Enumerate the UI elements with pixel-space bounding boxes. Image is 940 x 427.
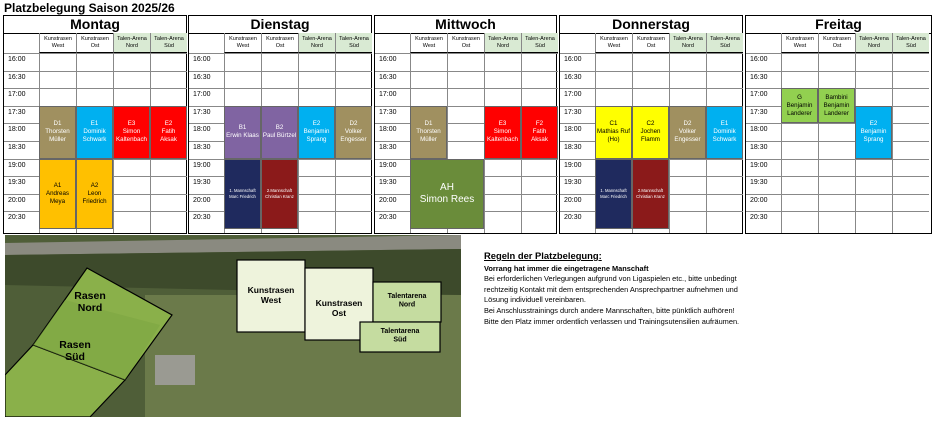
column-header: Talen-Arena Nord	[484, 33, 521, 53]
block-line: E3	[498, 120, 507, 128]
block-line: Christian Kranz	[265, 193, 294, 199]
block-line: Aksak	[160, 136, 177, 144]
day-name: Dienstag	[189, 16, 371, 34]
time-row: 18:30	[375, 141, 558, 159]
time-row: 20:00	[560, 194, 743, 212]
block-line: Volker	[678, 128, 697, 136]
block-line: Benjamin	[786, 101, 813, 109]
time-row: 16:00	[746, 53, 929, 71]
time-row: 16:30	[375, 71, 558, 89]
time-row: 17:30	[189, 106, 372, 124]
training-block[interactable]	[669, 106, 706, 159]
time-row: 17:00	[375, 88, 558, 106]
time-row: 17:30	[4, 106, 187, 124]
rules-title: Regeln der Platzbelegung:	[484, 250, 602, 261]
training-block[interactable]	[855, 106, 892, 159]
training-block[interactable]	[595, 106, 632, 159]
block-line: D2	[349, 120, 358, 128]
rules-line: rechtzeitig Kontakt mit dem entsprechenden Ansprechpartner aufnehmen und	[484, 284, 738, 294]
time-row: 16:30	[560, 71, 743, 89]
block-line: Jochen	[640, 128, 661, 136]
training-block[interactable]	[335, 106, 372, 159]
block-line: Dominik	[713, 128, 736, 136]
time-row: 20:00	[746, 194, 929, 212]
block-line: Müller	[49, 136, 66, 144]
block-line: Simon	[122, 128, 141, 136]
block-line: Benjamin	[860, 128, 887, 136]
block-line: C1	[609, 120, 618, 128]
time-row: 20:30	[375, 211, 558, 229]
block-line: D1	[53, 120, 62, 128]
training-block[interactable]	[113, 106, 150, 159]
block-line: Schwark	[82, 136, 107, 144]
time-row: 17:30	[560, 106, 743, 124]
column-header: Kunstrasen Ost	[261, 33, 298, 53]
rules-line: Bitte den Platz immer ordentlich verlassen und Trainingsutensilien aufräumen.	[484, 316, 740, 326]
time-row: 19:30	[4, 176, 187, 194]
block-line: Kaltenbach	[487, 136, 518, 144]
field-label: Rasen Nord	[74, 290, 106, 314]
block-line: Dominik	[83, 128, 106, 136]
time-row: 18:00	[4, 123, 187, 141]
block-line: Andreas	[45, 189, 70, 197]
day-donnerstag	[559, 15, 743, 234]
time-row: 19:00	[375, 159, 558, 177]
time-row: 18:00	[560, 123, 743, 141]
time-row: 17:00	[746, 88, 929, 106]
block-line: Bambini	[825, 93, 848, 101]
column-header: Kunstrasen West	[595, 33, 632, 53]
block-line: Landerer	[824, 109, 849, 117]
block-line: Müller	[420, 136, 437, 144]
block-line: Simon	[493, 128, 512, 136]
column-header: Talen-Arena Süd	[521, 33, 558, 53]
block-line: Thorsten	[45, 128, 70, 136]
field-label: Rasen Süd	[59, 339, 91, 363]
block-line: E1	[90, 120, 99, 128]
block-line: B2	[275, 124, 284, 132]
block-line: Christian Kranz	[636, 193, 665, 199]
time-row: 18:00	[189, 123, 372, 141]
training-block[interactable]	[595, 159, 632, 229]
time-row: 20:30	[189, 211, 372, 229]
time-row: 20:00	[375, 194, 558, 212]
block-line: Sprang	[306, 136, 327, 144]
block-line: 2.Mannschaft	[266, 188, 293, 194]
column-header: Kunstrasen West	[224, 33, 261, 53]
block-line: Aksak	[531, 136, 548, 144]
time-row: 19:30	[746, 176, 929, 194]
block-line: E2	[869, 120, 878, 128]
block-line: E2	[164, 120, 173, 128]
block-line: A1	[53, 181, 62, 189]
column-header: Kunstrasen West	[39, 33, 76, 53]
time-row: 17:00	[560, 88, 743, 106]
field-label: Kunstrasen Ost	[315, 298, 363, 318]
block-line: Simon Rees	[419, 193, 475, 205]
column-header: Talen-Arena Nord	[855, 33, 892, 53]
block-line: Leon	[87, 189, 102, 197]
day-name: Montag	[4, 16, 186, 34]
training-block[interactable]	[261, 159, 298, 229]
training-block[interactable]	[224, 106, 261, 159]
block-line: Mathias Ruf	[596, 128, 630, 136]
time-row: 19:30	[375, 176, 558, 194]
block-line: G	[797, 93, 802, 101]
time-row: 19:30	[189, 176, 372, 194]
time-row: 19:00	[189, 159, 372, 177]
column-header: Talen-Arena Nord	[113, 33, 150, 53]
field-label: Talentarena Nord	[387, 293, 427, 309]
day-freitag	[745, 15, 932, 234]
time-row: 19:30	[560, 176, 743, 194]
field-label: Talentarena Süd	[380, 328, 420, 344]
time-row: 18:30	[746, 141, 929, 159]
block-line: Meya	[49, 197, 66, 205]
training-block[interactable]	[410, 106, 447, 159]
block-line: Volker	[344, 128, 363, 136]
column-header: Talen-Arena Nord	[298, 33, 335, 53]
training-block[interactable]	[632, 106, 669, 159]
time-row: 16:00	[4, 53, 187, 71]
block-line: Fatih	[161, 128, 176, 136]
block-line: B1	[238, 124, 247, 132]
training-block[interactable]	[76, 159, 113, 229]
block-line: Benjamin	[303, 128, 330, 136]
time-row: 19:00	[746, 159, 929, 177]
training-block[interactable]	[39, 106, 76, 159]
block-line: (Ho)	[607, 136, 620, 144]
time-row: 16:00	[189, 53, 372, 71]
column-header: Kunstrasen West	[781, 33, 818, 53]
rules-line: Bei Anschlusstrainings durch andere Mannschaften, bitte pünktlich aufhören!	[484, 305, 735, 315]
column-header: Talen-Arena Süd	[150, 33, 187, 53]
training-block[interactable]	[150, 106, 187, 159]
block-line: Marc Friedrich	[600, 193, 627, 199]
training-block[interactable]	[224, 159, 261, 229]
column-header: Kunstrasen Ost	[818, 33, 855, 53]
block-line: Marc Friedrich	[229, 193, 256, 199]
block-line: Landerer	[787, 109, 812, 117]
time-row: 18:00	[746, 123, 929, 141]
block-line: E1	[720, 120, 729, 128]
block-line: Paul Bürtzel	[262, 132, 297, 140]
training-block[interactable]	[521, 106, 558, 159]
day-montag	[3, 15, 187, 234]
block-line: Kaltenbach	[116, 136, 147, 144]
column-header: Talen-Arena Süd	[335, 33, 372, 53]
site-map	[5, 235, 461, 417]
block-line: Fatih	[532, 128, 547, 136]
block-line: Benjamin	[823, 101, 850, 109]
time-row: 19:00	[4, 159, 187, 177]
column-header: Kunstrasen Ost	[76, 33, 113, 53]
block-line: E2	[312, 120, 321, 128]
block-line: Engesser	[340, 136, 367, 144]
training-block[interactable]	[818, 88, 855, 123]
block-line: Engesser	[674, 136, 701, 144]
day-name: Donnerstag	[560, 16, 742, 34]
block-line: C2	[646, 120, 655, 128]
time-row: 18:30	[189, 141, 372, 159]
training-block[interactable]	[781, 88, 818, 123]
clubhouse	[155, 355, 195, 385]
training-block[interactable]	[298, 106, 335, 159]
time-row: 17:30	[746, 106, 929, 124]
training-block[interactable]	[76, 106, 113, 159]
block-line: Thorsten	[416, 128, 441, 136]
training-block[interactable]	[410, 159, 484, 229]
time-row: 20:30	[4, 211, 187, 229]
time-row: 20:00	[189, 194, 372, 212]
training-block[interactable]	[706, 106, 743, 159]
time-row: 16:30	[746, 71, 929, 89]
column-header: Talen-Arena Süd	[892, 33, 929, 53]
block-line: Flamm	[641, 136, 660, 144]
column-header: Kunstrasen Ost	[632, 33, 669, 53]
block-line: E3	[127, 120, 136, 128]
time-row: 18:00	[375, 123, 558, 141]
day-dienstag	[188, 15, 372, 234]
rules-line: Lösung individuell vereinbaren.	[484, 295, 586, 305]
time-row: 17:30	[375, 106, 558, 124]
time-row: 16:30	[189, 71, 372, 89]
page-title: Platzbelegung Saison 2025/26	[4, 1, 175, 15]
time-row: 16:00	[375, 53, 558, 71]
field-label: Kunstrasen West	[247, 285, 295, 305]
training-block[interactable]	[484, 106, 521, 159]
rules-section	[484, 251, 934, 327]
day-mittwoch	[374, 15, 557, 234]
block-line: Sprang	[863, 136, 884, 144]
block-line: Schwark	[712, 136, 737, 144]
time-row: 18:30	[560, 141, 743, 159]
training-block[interactable]	[39, 159, 76, 229]
rules-line: Bei erforderlichen Verlegungen aufgrund von Ligaspielen etc., bitte unbedingt	[484, 274, 737, 284]
time-row: 19:00	[560, 159, 743, 177]
training-block[interactable]	[261, 106, 298, 159]
block-line: 1. Mannschaft	[229, 188, 256, 194]
column-header: Talen-Arena Süd	[706, 33, 743, 53]
block-line: F2	[535, 120, 544, 128]
time-row: 20:00	[4, 194, 187, 212]
block-line: Erwin Klaas	[226, 132, 259, 140]
block-line: Friedrich	[82, 197, 107, 205]
rules-lead: Vorrang hat immer die eingetragene Manschaft	[484, 263, 649, 273]
time-row: 16:00	[560, 53, 743, 71]
block-line: D2	[683, 120, 692, 128]
time-row: 20:30	[560, 211, 743, 229]
time-row: 18:30	[4, 141, 187, 159]
block-line: AH	[440, 181, 454, 193]
day-name: Mittwoch	[375, 16, 556, 34]
time-row: 16:30	[4, 71, 187, 89]
block-line: A2	[90, 181, 99, 189]
column-header: Kunstrasen West	[410, 33, 447, 53]
column-header: Talen-Arena Nord	[669, 33, 706, 53]
block-line: D1	[424, 120, 433, 128]
day-name: Freitag	[746, 16, 931, 34]
block-line: 2.Mannschaft	[637, 188, 664, 194]
column-header: Kunstrasen Ost	[447, 33, 484, 53]
block-line: 1. Mannschaft	[600, 188, 627, 194]
time-row: 17:00	[4, 88, 187, 106]
time-row: 17:00	[189, 88, 372, 106]
time-row: 20:30	[746, 211, 929, 229]
training-block[interactable]	[632, 159, 669, 229]
